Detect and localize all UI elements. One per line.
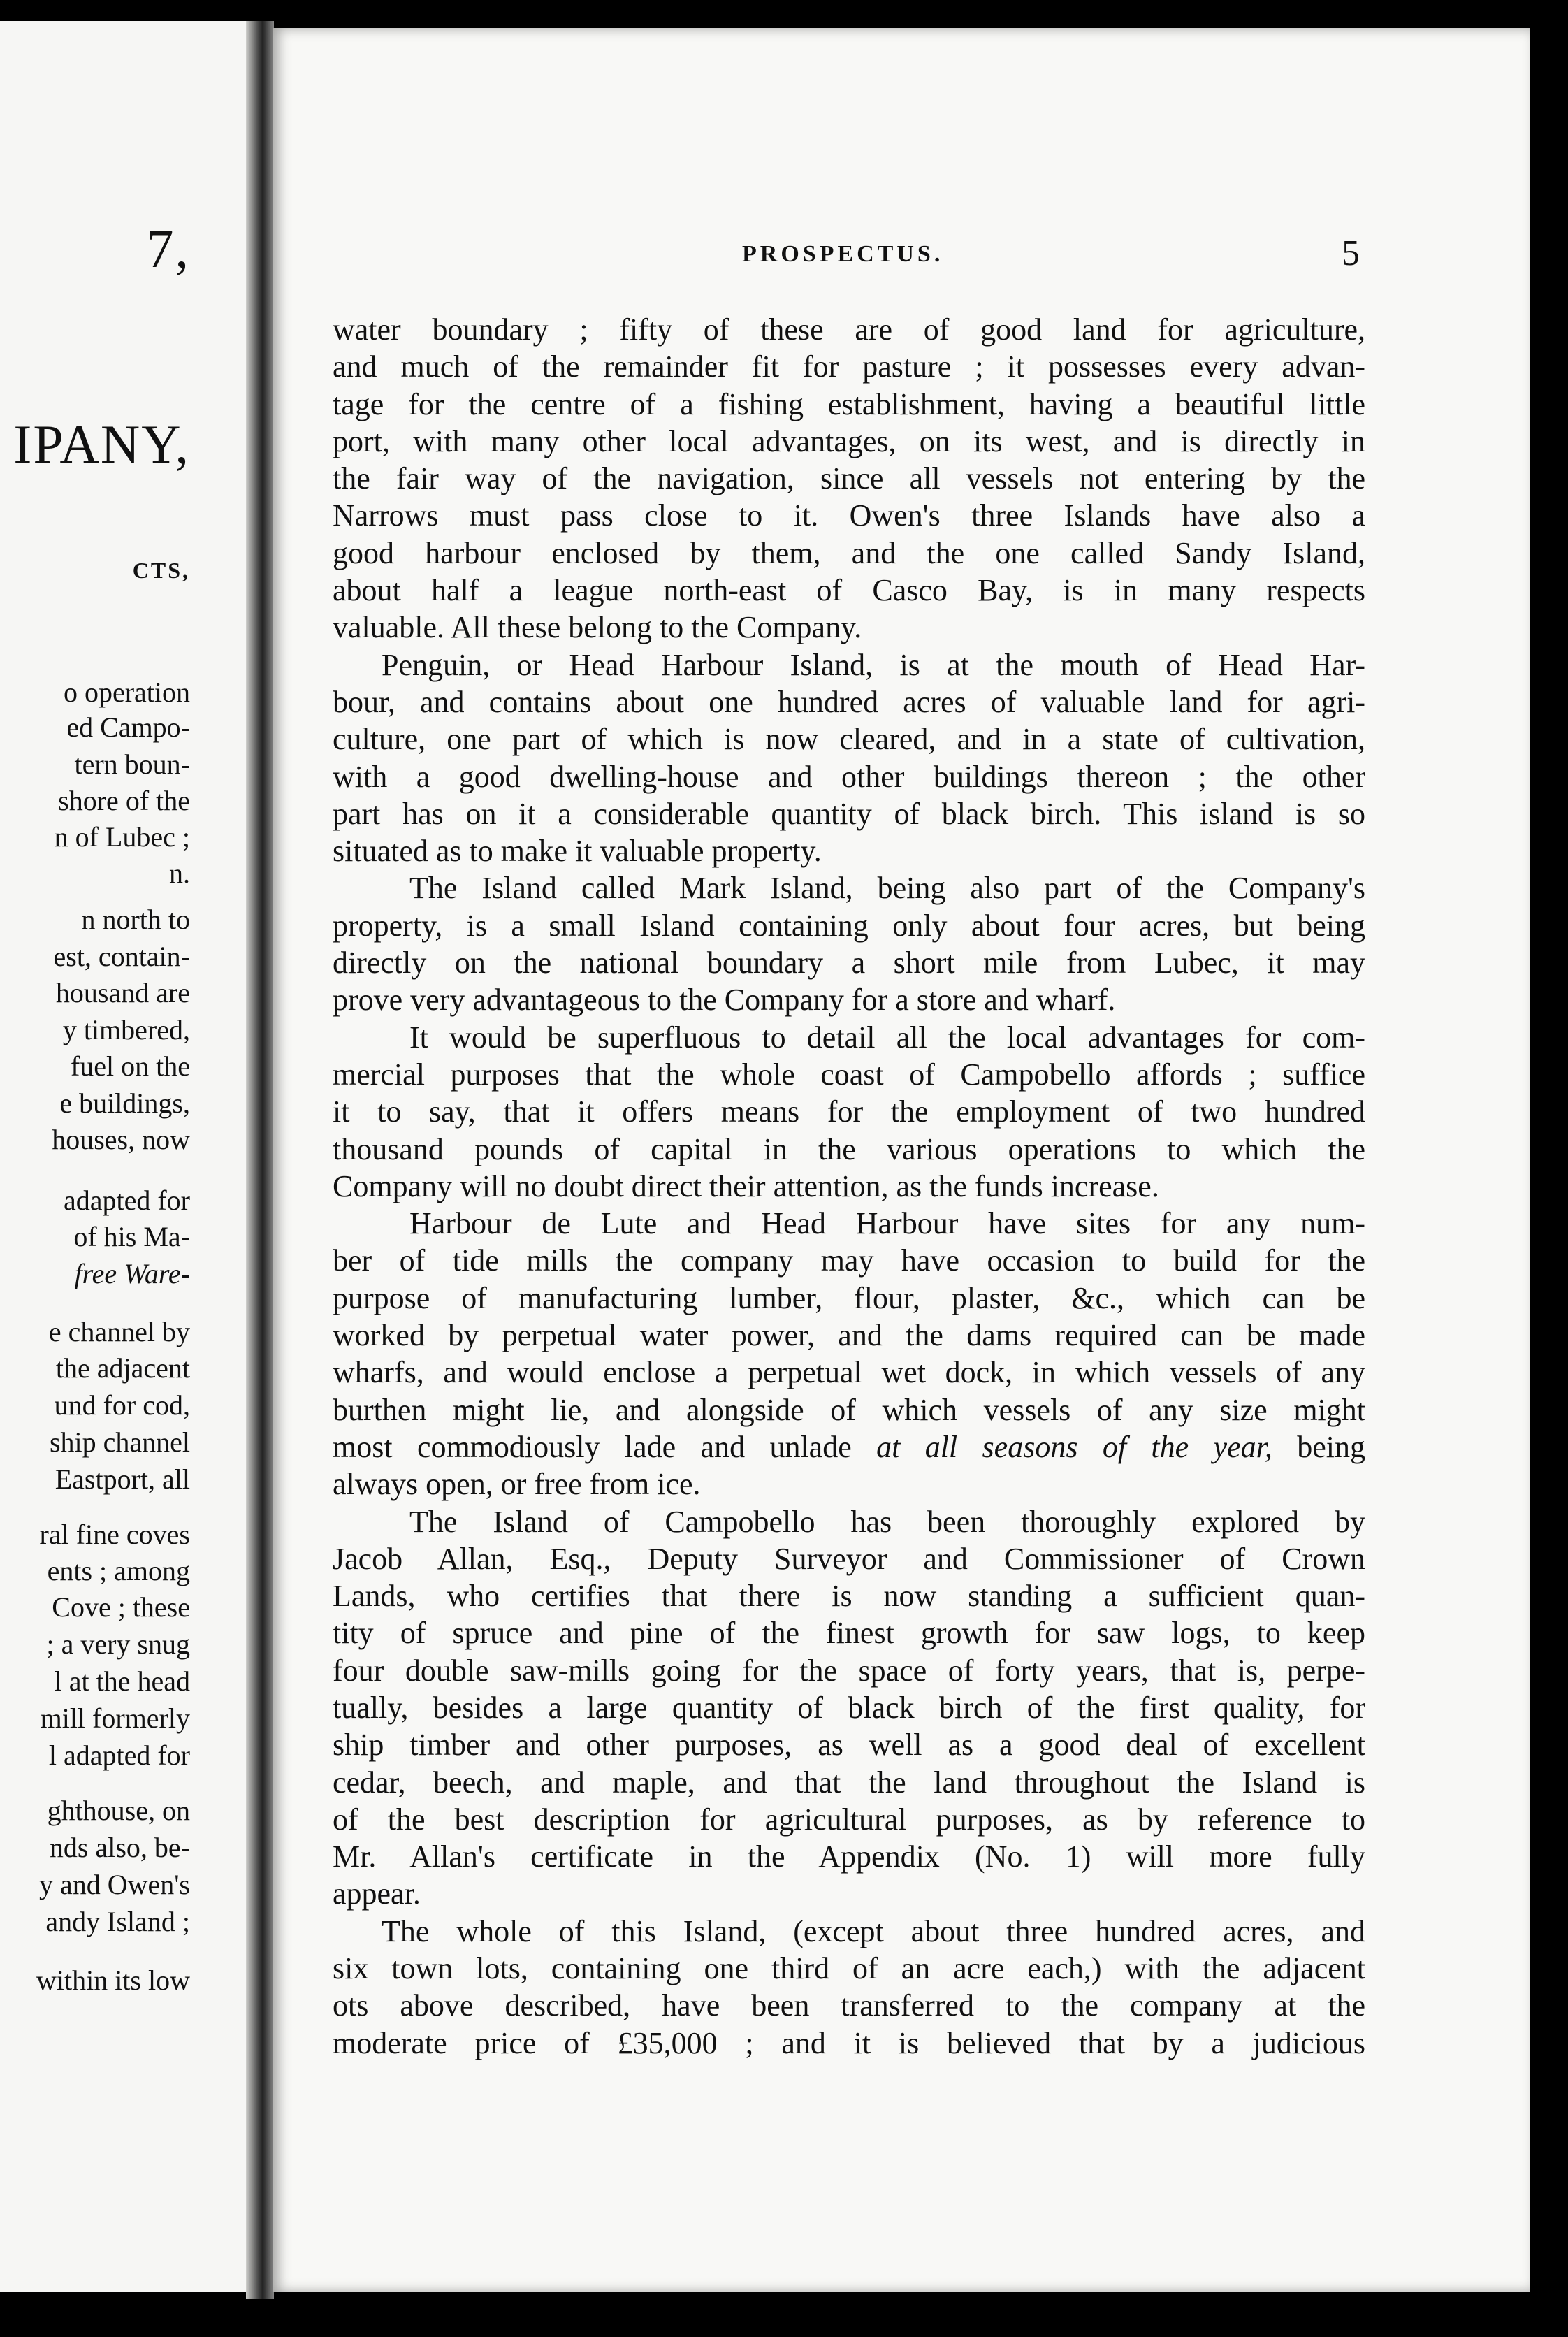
facing-page-line: Cove ; these (52, 1591, 190, 1623)
facing-page-line: l at the head (54, 1665, 190, 1697)
text-line: the fair way of the navigation, since all vessels not entering by the (333, 461, 1365, 496)
text-line: port, with many other local advantages, on its west, and is directly in (333, 424, 1365, 458)
facing-page-line: adapted for (63, 1185, 190, 1216)
text-line: Penguin, or Head Harbour Island, is at the mouth of Head Har- (382, 647, 1365, 682)
facing-page-line: l adapted for (48, 1739, 190, 1771)
facing-page-line: est, contain- (53, 941, 190, 972)
facing-page-line: Eastport, all (55, 1463, 190, 1495)
running-head (273, 233, 1530, 283)
text-line: cedar, beech, and maple, and that the land throughout the Island is (333, 1765, 1365, 1800)
text-line: purpose of manufacturing lumber, flour, plaster, &c., which can be (333, 1280, 1365, 1315)
page-number: 5 (1342, 233, 1360, 273)
text-line: of the best description for agricultural purposes, as by reference to (333, 1802, 1365, 1837)
facing-page-line: e channel by (48, 1316, 190, 1347)
text-line: part has on it a considerable quantity of black birch. This island is so (333, 796, 1365, 831)
text-line: prove very advantageous to the Company for a store and wharf. (333, 983, 1116, 1018)
text-line: burthen might lie, and alongside of which vessels of any size might (333, 1392, 1365, 1427)
facing-page-line: IPANY, (13, 414, 190, 475)
text-line: culture, one part of which is now cleared, and in a state of cultivation, (333, 722, 1365, 757)
facing-page-line: ents ; among (47, 1555, 190, 1586)
text-line: directly on the national boundary a short mile from Lubec, it may (333, 946, 1365, 981)
facing-page-line: y and Owen's (38, 1869, 190, 1900)
facing-page-line: free Ware- (74, 1258, 190, 1289)
facing-page-line: the adjacent (55, 1352, 190, 1384)
facing-page-line: y timbered, (62, 1014, 190, 1046)
facing-page-line: shore of the (58, 785, 190, 816)
text-line: always open, or free from ice. (333, 1467, 701, 1502)
text-line: Jacob Allan, Esq., Deputy Surveyor and Commissioner of Crown (333, 1541, 1365, 1576)
facing-page-line: ral fine coves (39, 1519, 190, 1550)
facing-page-line: ship channel (49, 1426, 190, 1458)
text-line: water boundary ; fifty of these are of good land for agriculture, (333, 312, 1365, 347)
text-line: Harbour de Lute and Head Harbour have sites for any num- (409, 1206, 1365, 1241)
book-page (273, 28, 1530, 2292)
text-line: moderate price of £35,000 ; and it is believed that by a judicious (333, 2025, 1365, 2060)
text-line: ber of tide mills the company may have occasion to build for the (333, 1243, 1365, 1278)
text-line: The Island of Campobello has been thoroughly explored by (409, 1504, 1365, 1539)
text-line: with a good dwelling-house and other buildings thereon ; the other (333, 759, 1365, 794)
facing-page-line: fuel on the (70, 1050, 190, 1082)
text-line: bour, and contains about one hundred acres of valuable land for agri- (333, 684, 1365, 719)
facing-page-line: within its low (36, 1965, 190, 1996)
facing-page-line: e buildings, (59, 1087, 190, 1119)
text-line: ots above described, have been transferred to the company at the (333, 1988, 1365, 2023)
facing-page-line: 7, (146, 218, 190, 279)
text-line: six town lots, containing one third of an acre each,) with the adjacent (333, 1951, 1365, 1986)
text-line: it to say, that it offers means for the employment of two hundred (333, 1094, 1365, 1129)
facing-page-line: n. (169, 858, 190, 889)
text-line: worked by perpetual water power, and the dams required can be made (333, 1318, 1365, 1353)
text-line: situated as to make it valuable property. (333, 834, 822, 869)
facing-page-line: CTS, (132, 558, 190, 583)
text-line: appear. (333, 1876, 421, 1911)
facing-page-line: housand are (55, 977, 190, 1008)
facing-page-line: o operation (63, 676, 190, 708)
text-line: four double saw-mills going for the space of forty years, that is, perpe- (333, 1653, 1365, 1688)
facing-page-line: ghthouse, on (47, 1795, 190, 1826)
facing-page-fragment (0, 21, 266, 2292)
facing-page-line: houses, now (52, 1124, 190, 1155)
text-line: property, is a small Island containing only about four acres, but being (333, 908, 1365, 943)
italic-phrase: at all seasons of the year, (876, 1429, 1272, 1464)
book-gutter (246, 21, 274, 2299)
text-line: mercial purposes that the whole coast of Campobello affords ; suffice (333, 1057, 1365, 1092)
text-line: The Island called Mark Island, being also part of the Company's (409, 871, 1365, 906)
facing-page-line: n of Lubec ; (54, 821, 190, 853)
text-line: tage for the centre of a fishing establishment, having a beautiful little (333, 386, 1365, 421)
facing-page-line: nds also, be- (49, 1832, 190, 1863)
facing-page-line: und for cod, (54, 1389, 190, 1421)
text-line: The whole of this Island, (except about three hundred acres, and (382, 1913, 1365, 1948)
facing-page-line: tern boun- (74, 748, 190, 780)
facing-page-line: ed Campo- (66, 711, 190, 743)
text-line: and much of the remainder fit for pasture ; it possesses every advan- (333, 349, 1365, 384)
text-line: Company will no doubt direct their attention, as the funds increase. (333, 1168, 1159, 1203)
text-line: Narrows must pass close to it. Owen's three Islands have also a (333, 498, 1365, 533)
text-line: wharfs, and would enclose a perpetual wet dock, in which vessels of any (333, 1355, 1365, 1390)
text-line: about half a league north-east of Casco Bay, is in many respects (333, 573, 1365, 608)
text-line: good harbour enclosed by them, and the one called Sandy Island, (333, 535, 1365, 570)
text-line: Lands, who certifies that there is now standing a sufficient quan- (333, 1579, 1365, 1614)
facing-page-line: of his Ma- (73, 1221, 190, 1252)
text-line: tity of spruce and pine of the finest growth for saw logs, to keep (333, 1616, 1365, 1651)
facing-page-line: n north to (81, 904, 190, 935)
text-line-segment: most commodiously lade and unlade (333, 1429, 877, 1464)
facing-page-line: mill formerly (40, 1702, 190, 1734)
text-line-segment: being (1272, 1429, 1365, 1464)
facing-page-line: ; a very snug (46, 1628, 190, 1660)
running-head-title: PROSPECTUS. (742, 241, 944, 267)
text-line: thousand pounds of capital in the various operations to which the (333, 1131, 1365, 1166)
text-line: ship timber and other purposes, as well as a good deal of excellent (333, 1728, 1365, 1763)
text-line: tually, besides a large quantity of black birch of the first quality, for (333, 1690, 1365, 1725)
text-line: Mr. Allan's certificate in the Appendix (No. 1) will more fully (333, 1839, 1365, 1874)
facing-page-line: andy Island ; (45, 1906, 190, 1937)
body-text (333, 311, 1365, 2062)
text-line (333, 1428, 1365, 1466)
text-line: valuable. All these belong to the Company. (333, 610, 862, 645)
text-line: It would be superfluous to detail all the local advantages for com- (409, 1020, 1365, 1055)
